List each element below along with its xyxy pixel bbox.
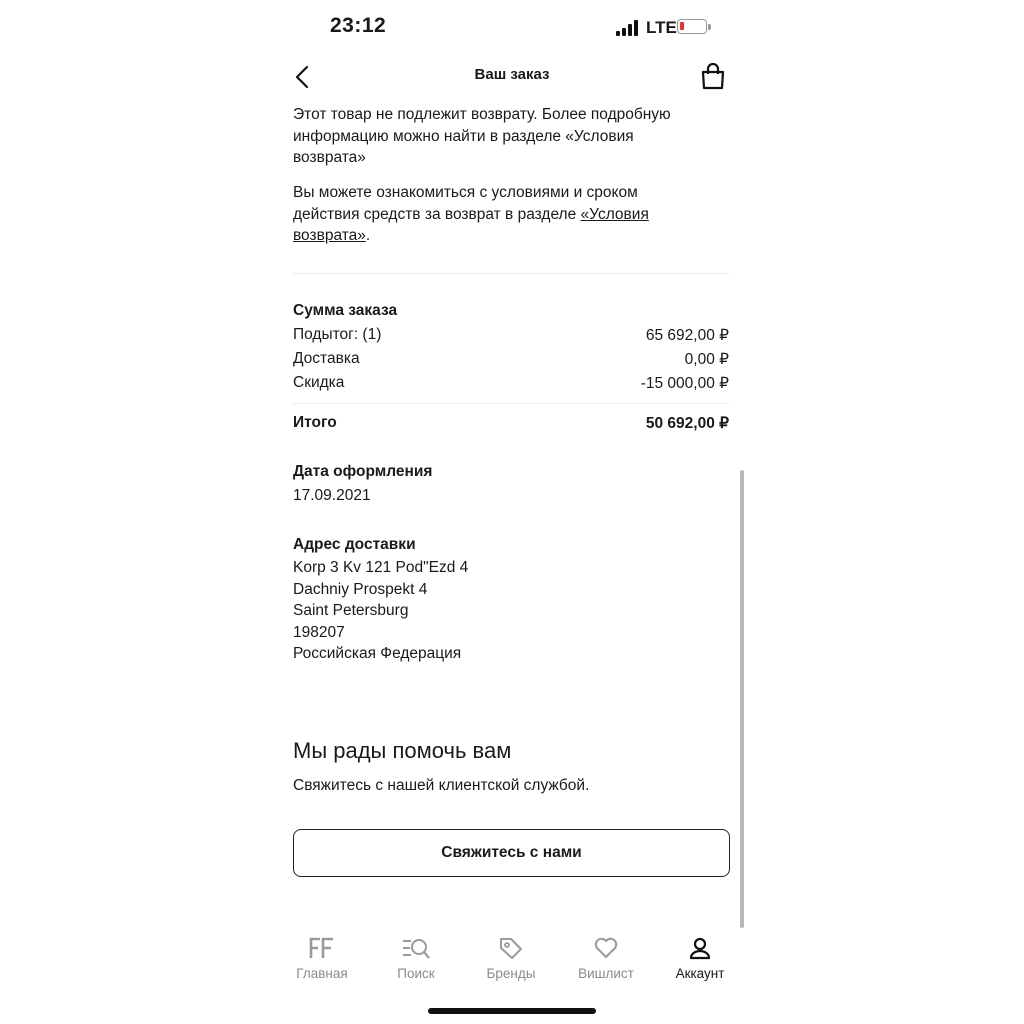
chevron-left-icon bbox=[290, 62, 318, 92]
terms-line bbox=[293, 225, 733, 247]
tab-home[interactable] bbox=[277, 936, 367, 981]
total-value: 50 692,00 ₽ bbox=[645, 415, 729, 432]
address-line: Российская Федерация bbox=[293, 645, 462, 662]
discount-value: -15 000,00 ₽ bbox=[640, 375, 729, 392]
help-title: Мы рады помочь вам bbox=[293, 738, 512, 763]
page-title: Ваш заказ bbox=[474, 66, 550, 83]
contact-us-button[interactable]: Свяжитесь с нами bbox=[293, 829, 730, 877]
tab-label: Вишлист bbox=[578, 966, 634, 981]
subtotal-value: 65 692,00 ₽ bbox=[645, 327, 729, 344]
return-terms-link[interactable]: «Условия bbox=[580, 205, 649, 223]
heart-icon bbox=[593, 936, 619, 960]
network-label: LTE bbox=[646, 18, 677, 37]
tab-label: Бренды bbox=[486, 966, 536, 981]
tab-wishlist[interactable] bbox=[561, 936, 651, 981]
divider bbox=[293, 273, 729, 274]
order-date-value: 17.09.2021 bbox=[293, 487, 371, 504]
order-sum-title: Сумма заказа bbox=[293, 302, 398, 319]
help-subtitle: Свяжитесь с нашей клиентской службой. bbox=[293, 777, 590, 794]
battery-cap bbox=[708, 24, 711, 30]
bag-button[interactable] bbox=[698, 60, 728, 92]
return-terms-link-cont[interactable]: возврата» bbox=[293, 227, 366, 244]
address-title: Адрес доставки bbox=[293, 536, 416, 553]
ff-logo-icon bbox=[309, 936, 335, 960]
order-date-title: Дата оформления bbox=[293, 463, 433, 480]
notice-line: Этот товар не подлежит возврату. Более подробную bbox=[293, 106, 671, 123]
delivery-value: 0,00 ₽ bbox=[684, 351, 729, 368]
address-line: Dachniy Prospekt 4 bbox=[293, 580, 428, 598]
tab-label: Главная bbox=[296, 966, 348, 981]
home-indicator bbox=[428, 1008, 596, 1014]
subtotal-label: Подытог: (1) bbox=[293, 326, 382, 343]
terms-line bbox=[293, 204, 733, 226]
tag-icon bbox=[498, 936, 524, 960]
tab-label: Аккаунт bbox=[675, 966, 725, 981]
user-icon bbox=[687, 936, 713, 960]
tab-brands[interactable] bbox=[466, 936, 556, 981]
no-return-notice bbox=[293, 104, 733, 169]
battery-icon bbox=[677, 19, 707, 34]
delivery-label: Доставка bbox=[293, 350, 360, 367]
terms-text: действия средств за возврат в разделе bbox=[293, 205, 581, 223]
signal-icon bbox=[616, 20, 638, 36]
address-line: Korp 3 Kv 121 Pod"Ezd 4 bbox=[293, 559, 469, 576]
return-terms-text bbox=[293, 182, 733, 247]
status-time: 23:12 bbox=[330, 14, 387, 37]
scrollbar[interactable] bbox=[740, 470, 744, 928]
notice-line: информацию можно найти в разделе «Условия bbox=[293, 127, 634, 145]
notice-line: возврата» bbox=[293, 149, 366, 166]
discount-label: Скидка bbox=[293, 374, 345, 391]
back-button[interactable] bbox=[290, 62, 318, 92]
address-block bbox=[293, 557, 468, 665]
search-icon bbox=[401, 936, 431, 960]
shopping-bag-icon bbox=[698, 60, 728, 92]
tab-search[interactable] bbox=[371, 936, 461, 981]
divider bbox=[293, 403, 729, 404]
address-line: 198207 bbox=[293, 623, 345, 641]
total-label: Итого bbox=[293, 414, 337, 431]
terms-line: Вы можете ознакомиться с условиями и сроком bbox=[293, 184, 638, 201]
tab-label: Поиск bbox=[397, 966, 435, 981]
terms-end: . bbox=[365, 227, 371, 244]
tab-account[interactable] bbox=[655, 936, 745, 981]
address-line: Saint Petersburg bbox=[293, 602, 409, 619]
